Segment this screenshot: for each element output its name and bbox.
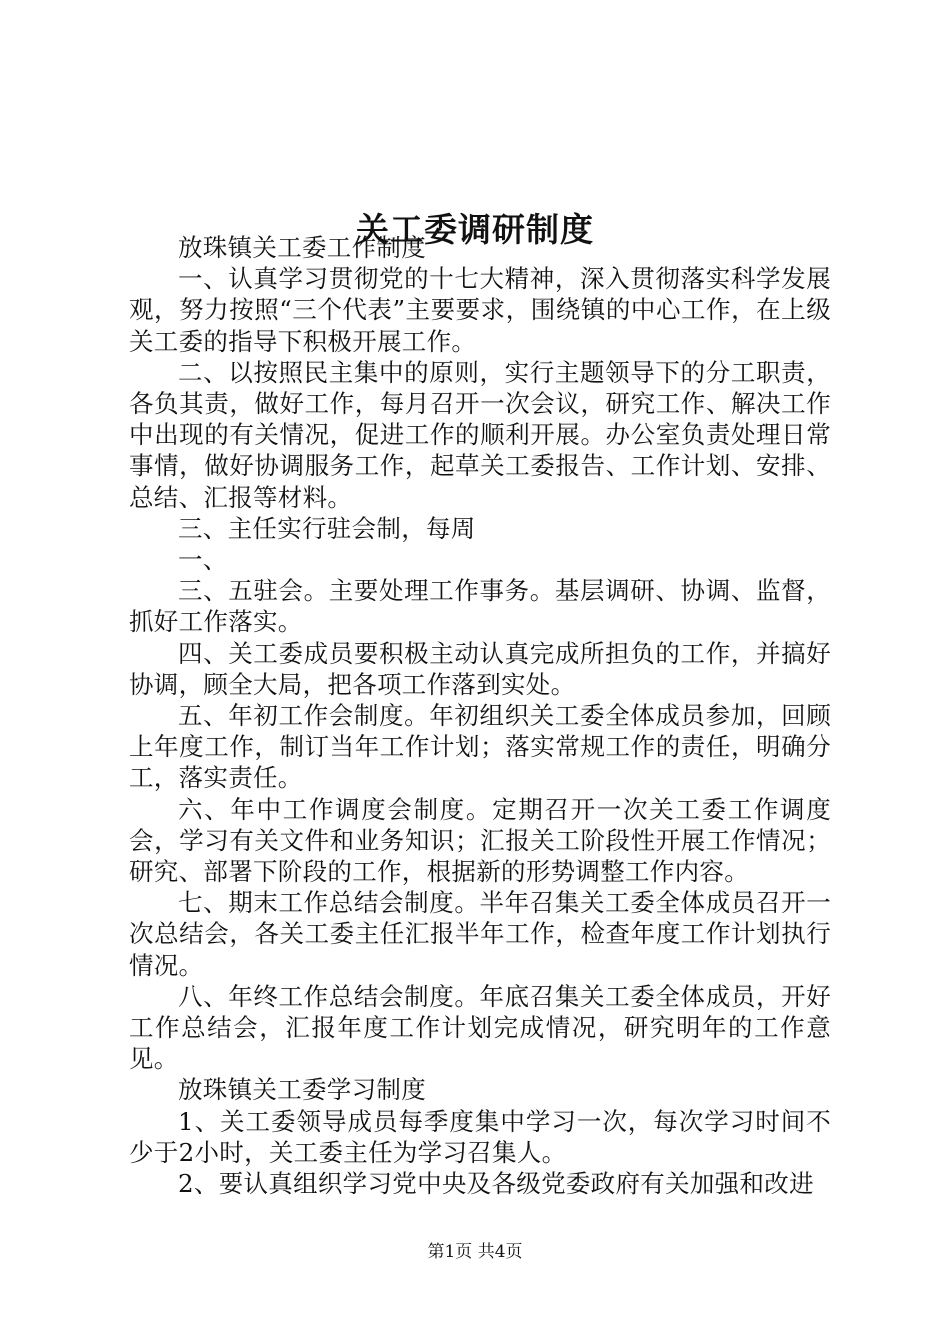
page-number: 第1页 共4页 bbox=[427, 1242, 523, 1262]
document-body bbox=[129, 232, 831, 1199]
paragraph: 六、年中工作调度会制度。定期召开一次关工委工作调度会，学习有关文件和业务知识；汇报关工阶段性开展工作情况；研究、部署下阶段的工作，根据新的形势调整工作内容。 bbox=[129, 794, 831, 887]
paragraph: 四、关工委成员要积极主动认真完成所担负的工作，并搞好协调，顾全大局，把各项工作落到实处。 bbox=[129, 638, 831, 699]
paragraph: 一、认真学习贯彻党的十七大精神，深入贯彻落实科学发展观，努力按照“三个代表”主要要求，围绕镇的中心工作，在上级关工委的指导下积极开展工作。 bbox=[129, 264, 831, 356]
paragraph: 八、年终工作总结会制度。年底召集关工委全体成员，开好工作总结会，汇报年度工作计划完成情况，研究明年的工作意见。 bbox=[129, 981, 831, 1074]
paragraph: 2、要认真组织学习党中央及各级党委政府有关加强和改进 bbox=[178, 1169, 814, 1199]
section-heading-study-system: 放珠镇关工委学习制度 bbox=[178, 1075, 426, 1105]
paragraph: 七、期末工作总结会制度。半年召集关工委全体成员召开一次总结会，各关工委主任汇报半年工作，检查年度工作计划执行情况。 bbox=[129, 888, 831, 980]
paragraph: 二、以按照民主集中的原则，实行主题领导下的分工职责，各负其责，做好工作，每月召开一次会议，研究工作、解决工作中出现的有关情况，促进工作的顺利开展。办公室负责处理日常事情，做好协调服务工作，起草关工委报告、工作计划、安排、总结、汇报等材料。 bbox=[129, 357, 831, 512]
paragraph: 五、年初工作会制度。年初组织关工委全体成员参加，回顾上年度工作，制订当年工作计划；落实常规工作的责任，明确分工，落实责任。 bbox=[129, 701, 831, 793]
document-title: 关工委调研制度 bbox=[356, 210, 594, 250]
paragraph: 1、关工委领导成员每季度集中学习一次，每次学习时间不少于2小时，关工委主任为学习召集人。 bbox=[129, 1106, 831, 1167]
paragraph: 三、五驻会。主要处理工作事务。基层调研、协调、监督，抓好工作落实。 bbox=[129, 576, 831, 637]
paragraph: 一、 bbox=[178, 545, 228, 575]
section-heading-work-system: 放珠镇关工委工作制度 bbox=[178, 233, 426, 262]
paragraph: 三、主任实行驻会制，每周 bbox=[178, 513, 476, 543]
page-footer bbox=[0, 1240, 950, 1264]
